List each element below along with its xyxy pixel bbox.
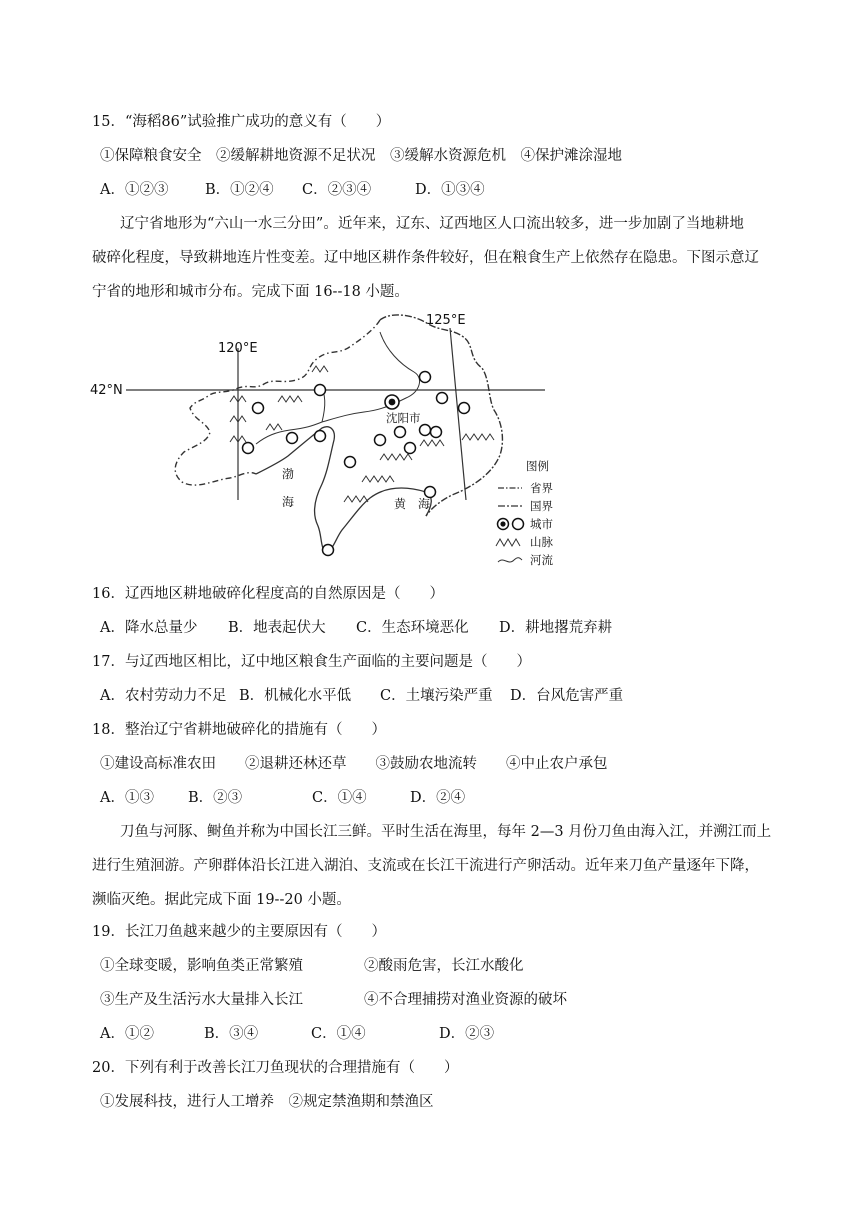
q18-items: ①建设高标准农田 ②退耕还林还草 ③鼓励农地流转 ④中止农户承包 — [100, 756, 608, 772]
q20-stem: 20．下列有利于改善长江刀鱼现状的合理措施有（ ） — [92, 1060, 459, 1076]
q16-option-b: B．地表起伏大 — [228, 620, 326, 636]
q19-option-d: D．②③ — [439, 1026, 495, 1042]
legend-national: 国界 — [530, 499, 553, 513]
city-circle — [420, 425, 431, 436]
q15-option-c: C．②③④ — [302, 182, 372, 198]
q19-item-3: ③生产及生活污水大量排入长江 — [100, 992, 303, 1008]
q18-stem: 18．整治辽宁省耕地破碎化的措施有（ ） — [92, 722, 386, 738]
city-circle — [243, 443, 254, 454]
q17-stem: 17．与辽西地区相比，辽中地区粮食生产面临的主要问题是（ ） — [92, 654, 531, 670]
q16-option-c: C．生态环境恶化 — [356, 620, 469, 636]
q15-option-a: A．①②③ — [100, 182, 169, 198]
city-circle — [459, 403, 470, 414]
q15-items: ①保障粮食安全 ②缓解耕地资源不足状况 ③缓解水资源危机 ④保护滩涂湿地 — [100, 148, 622, 164]
q15-option-b: B．①②④ — [205, 182, 274, 198]
q18-option-a: A．①③ — [100, 790, 154, 806]
label-42n: 42°N — [90, 383, 123, 398]
label-120e: 120°E — [218, 341, 258, 356]
city-circle — [420, 372, 431, 383]
q19-options — [100, 1024, 494, 1044]
passage1-line2: 破碎化程度，导致耕地连片性变差。辽中地区耕作条件较好，但在粮食生产上依然存在隐患。下图示意辽 — [92, 250, 759, 266]
city-circle — [425, 487, 436, 498]
q19-option-b: B．③④ — [204, 1026, 259, 1042]
q17-option-d: D．台风危害严重 — [510, 688, 624, 704]
legend-city: 城市 — [530, 517, 553, 531]
q19-stem: 19．长江刀鱼越来越少的主要原因有（ ） — [92, 924, 386, 940]
label-bohai-2: 海 — [282, 495, 295, 509]
mountains-east — [344, 434, 494, 502]
legend-title: 图例 — [526, 459, 549, 473]
q17-options — [100, 686, 623, 706]
city-circle — [405, 443, 416, 454]
q16-option-a: A．降水总量少 — [100, 620, 198, 636]
city-circle — [431, 427, 442, 438]
city-circle — [315, 385, 326, 396]
q19-option-a: A．①② — [100, 1026, 154, 1042]
passage2-line2: 进行生殖洄游。产卵群体沿长江进入湖泊、支流或在长江干流进行产卵活动。近年来刀鱼产量逐年下降， — [92, 858, 759, 874]
label-shenyang: 沈阳市 — [386, 411, 421, 425]
shenyang-city — [385, 395, 399, 409]
q18-option-c: C．①④ — [312, 790, 367, 806]
q18-options — [100, 788, 465, 808]
q15-options — [100, 180, 485, 200]
city-circle — [253, 403, 264, 414]
legend-city-symbol — [513, 519, 524, 530]
legend-river: 河流 — [530, 553, 553, 567]
passage2-line1: 刀鱼与河豚、鲥鱼并称为中国长江三鲜。平时生活在海里，每年 2—3 月份刀鱼由海入江，并溯江而上 — [120, 824, 772, 840]
q18-option-b: B．②③ — [188, 790, 243, 806]
q16-stem: 16．辽西地区耕地破碎化程度高的自然原因是（ ） — [92, 586, 444, 602]
q15-stem: 15．“海稻86”试验推广成功的意义有（ ） — [92, 114, 391, 130]
label-huanghai: 黄 海 — [394, 497, 431, 511]
q17-option-c: C．土壤污染严重 — [380, 688, 493, 704]
mountains-west — [230, 366, 328, 442]
q20-items: ①发展科技，进行人工增养 ②规定禁渔期和禁渔区 — [100, 1094, 434, 1110]
river-liao — [322, 332, 420, 422]
label-125e: 125°E — [426, 313, 466, 328]
liaoning-map — [90, 310, 610, 570]
city-circle — [315, 431, 326, 442]
passage1-line3: 宁省的地形和城市分布。完成下面 16--18 小题。 — [92, 284, 409, 300]
label-bohai-1: 渤 — [282, 467, 295, 481]
legend-mountain-symbol — [496, 539, 520, 546]
city-circle — [345, 457, 356, 468]
city-circle — [437, 393, 448, 404]
q18-option-d: D．②④ — [410, 790, 466, 806]
city-circle — [395, 427, 406, 438]
q17-option-a: A．农村劳动力不足 — [100, 688, 227, 704]
passage1-line1: 辽宁省地形为“六山一水三分田”。近年来，辽东、辽西地区人口流出较多，进一步加剧了当地耕地 — [120, 216, 744, 232]
city-circle — [287, 433, 298, 444]
q16-options — [100, 618, 612, 638]
legend-province: 省界 — [530, 481, 553, 495]
map-legend — [496, 459, 553, 567]
legend-river-symbol — [498, 558, 522, 562]
q19-item-1: ①全球变暖，影响鱼类正常繁殖 — [100, 958, 303, 974]
q19-item-2: ②酸雨危害，长江水酸化 — [364, 958, 524, 974]
q15-option-d: D．①③④ — [415, 182, 485, 198]
q19-option-c: C．①④ — [311, 1026, 366, 1042]
passage2-line3: 濒临灭绝。据此完成下面 19--20 小题。 — [92, 892, 351, 908]
city-circle — [375, 435, 386, 446]
q16-option-d: D．耕地撂荒弃耕 — [499, 620, 613, 636]
legend-mountain: 山脉 — [530, 535, 553, 549]
q17-option-b: B．机械化水平低 — [239, 688, 352, 704]
city-circle — [323, 545, 334, 556]
q19-item-4: ④不合理捕捞对渔业资源的破坏 — [364, 992, 567, 1008]
